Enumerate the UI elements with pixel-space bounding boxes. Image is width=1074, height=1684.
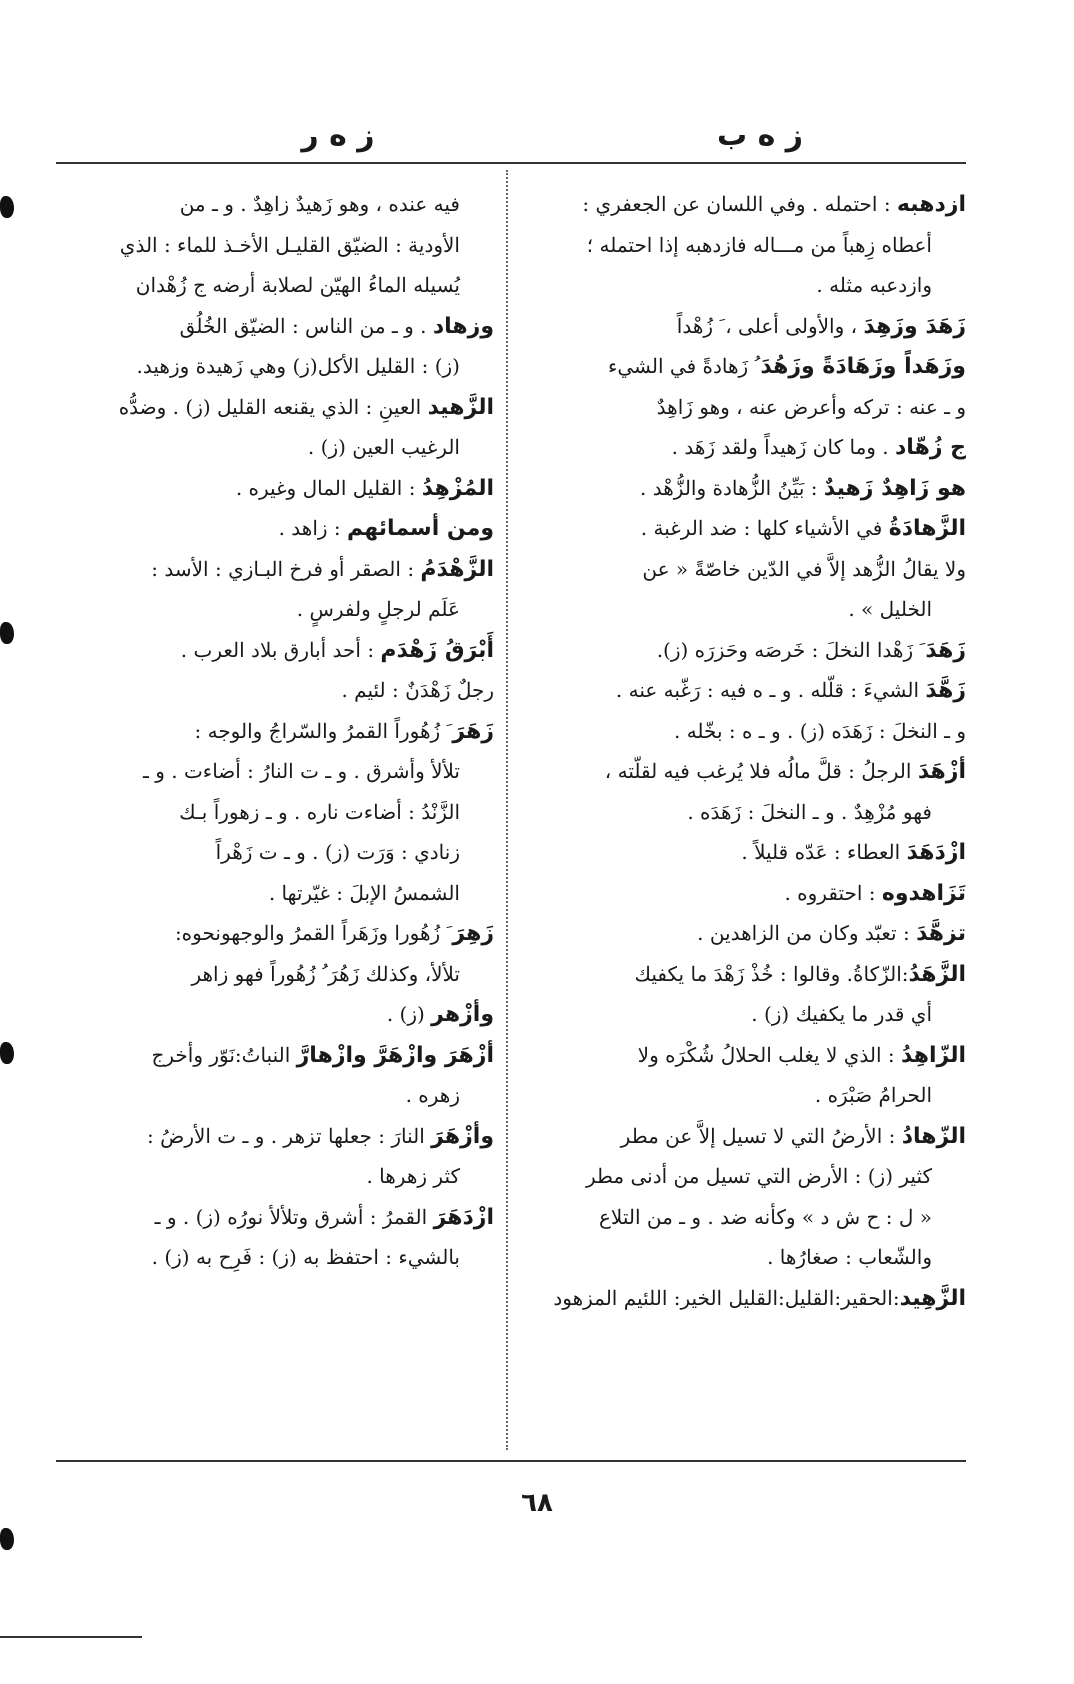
entry-line bbox=[520, 792, 966, 833]
entry-line bbox=[60, 832, 494, 873]
definition-text: الحرامُ صَبْرَه . bbox=[814, 1083, 932, 1107]
definition-text: فهو مُزْهِدٌ . و ـ النخلَ : زَهَدَه . bbox=[687, 799, 932, 824]
headword: الزّاهِدُ bbox=[901, 1042, 966, 1068]
entry-line bbox=[520, 1156, 966, 1197]
entry-line bbox=[60, 184, 494, 225]
headword: تزهَّدَ bbox=[916, 921, 966, 946]
entry-line bbox=[60, 1156, 494, 1197]
definition-text: أي قدر ما يكفيك (ز) . bbox=[751, 1002, 932, 1026]
entry-line bbox=[60, 630, 494, 671]
headword: المُزْهِدُ bbox=[421, 475, 494, 501]
entry-line bbox=[520, 427, 966, 468]
definition-text: يُسيله الماءُ الهيّن لصلابة أرضه ج زُهْدان bbox=[135, 273, 460, 297]
entry-line bbox=[60, 1035, 494, 1076]
definition-text: النارَ : جعلها تزهر . و ـ ت الأرضُ : bbox=[147, 1123, 432, 1148]
entry-line bbox=[60, 1197, 494, 1238]
definition-text: رجلٌ زَهْدَنٌ : لئيم . bbox=[341, 678, 494, 702]
entry-line bbox=[520, 994, 966, 1035]
headword: ومن أسمائهم bbox=[347, 516, 494, 541]
definition-text: ولا يقالُ الزُّهد إلاَّ في الدّين خاصّةً « عن bbox=[642, 556, 966, 581]
definition-text: : زاهد . bbox=[278, 516, 348, 540]
entry-line bbox=[60, 751, 494, 792]
headword: وزَهَداً وزَهَادَةً وزَهُدَ bbox=[760, 354, 966, 379]
definition-text: . و ـ من الناس : الضيّق الخُلُق bbox=[179, 313, 433, 338]
definition-text: ُ زَهادةً في الشيء bbox=[607, 354, 761, 378]
entry-line bbox=[520, 225, 966, 266]
definition-text: بالشيء : احتفظ به (ز) : فَرِح به (ز) . bbox=[151, 1245, 460, 1269]
entry-line bbox=[60, 913, 494, 954]
entry-line bbox=[60, 873, 494, 914]
entry-line bbox=[60, 994, 494, 1035]
headword: زَهَرَ bbox=[452, 718, 494, 744]
definition-text: : أحد أبارق بلاد العرب . bbox=[180, 637, 381, 662]
entry-line bbox=[520, 873, 966, 914]
left-column bbox=[60, 184, 494, 1452]
definition-text: : احتقروه . bbox=[784, 880, 882, 905]
headword: أَبْرَقُ زَهْدَم bbox=[380, 637, 494, 663]
entry-line bbox=[60, 954, 494, 995]
entry-line bbox=[60, 508, 494, 549]
entry-line bbox=[520, 1278, 966, 1319]
entry-line bbox=[60, 589, 494, 630]
definition-text: : الصقر أو فرخ البـازي : الأسد : bbox=[151, 556, 421, 581]
headword: الزَّهْدَمُ bbox=[420, 556, 494, 582]
definition-text: الزَّنْدُ : أضاءت ناره . و ـ زهوراً بـك bbox=[179, 799, 460, 824]
entry-line bbox=[520, 265, 966, 306]
entry-line bbox=[60, 549, 494, 590]
entry-line bbox=[60, 468, 494, 509]
definition-text: : الأرضُ التي لا تسيل إلاَّ عن مطر bbox=[620, 1123, 902, 1148]
entry-line bbox=[520, 954, 966, 995]
entry-line bbox=[520, 711, 966, 752]
entry-line bbox=[520, 751, 966, 792]
definition-text: الشيءَ : قلّله . و ـ ه فيه : رَغّبه عنه . bbox=[615, 678, 926, 702]
definition-text: (ز) : القليل الأكل(ز) وهي زَهيدة وزهيد. bbox=[136, 354, 460, 378]
definition-text: : احتمله . وفي اللسان عن الجعفري : bbox=[582, 192, 897, 216]
entry-line bbox=[520, 184, 966, 225]
running-head-left: ز ه ر bbox=[301, 118, 375, 153]
entry-line bbox=[60, 1116, 494, 1157]
entry-line bbox=[60, 265, 494, 306]
entry-line bbox=[60, 1237, 494, 1278]
entry-line bbox=[520, 346, 966, 387]
definition-text: « ل : ح ش د » وكأنه ضد . و ـ من التلاع bbox=[598, 1204, 932, 1229]
definition-text: الرجلُ : قلَّ مالُه فلا يُرغب فيه لقلّته ، bbox=[604, 759, 918, 783]
entry-line bbox=[520, 468, 966, 509]
definition-text: : تعبّد وكان من الزاهدين . bbox=[697, 921, 917, 945]
headword: الزّهادُ bbox=[901, 1123, 966, 1149]
headword: تَزَاهدوه bbox=[881, 880, 966, 906]
headword: وزهاد bbox=[432, 313, 494, 339]
definition-text: : القليل المال وغيره . bbox=[235, 475, 422, 500]
headword: ازْدَهَرَ bbox=[433, 1204, 494, 1230]
definition-text: كثر زهرها . bbox=[366, 1164, 460, 1188]
headword: هو زَاهِدٌ زَهيدٌ bbox=[823, 475, 966, 501]
headword: زَهِرَ bbox=[452, 921, 494, 946]
margin-rule bbox=[0, 1636, 142, 1638]
entry-line bbox=[520, 1035, 966, 1076]
entry-line bbox=[60, 792, 494, 833]
entry-line bbox=[60, 427, 494, 468]
entry-line bbox=[60, 387, 494, 428]
headword: الزَّهَدُ bbox=[908, 961, 966, 987]
definition-text: و ـ عنه : تركه وأعرض عنه ، وهو زَاهِدٌ bbox=[656, 394, 966, 419]
definition-text: الأودية : الضيّق القليـل الأخـذ للماء : الذي bbox=[119, 232, 460, 257]
entry-line bbox=[520, 670, 966, 711]
entry-line bbox=[520, 387, 966, 428]
headword: وأزْهَرَ bbox=[431, 1123, 494, 1149]
headword: الزَّهادَةُ bbox=[888, 516, 966, 541]
page-number: ٦٨ bbox=[521, 1488, 553, 1518]
margin-mark bbox=[0, 1528, 14, 1550]
definition-text: تلألأ وأشرق . و ـ ت النارُ : أضاءت . و ـ bbox=[143, 759, 460, 783]
definition-text: والشّعاب : صغارُها . bbox=[767, 1245, 932, 1269]
definition-text: (ز) . bbox=[386, 1002, 432, 1026]
definition-text: ، والأولى أعلى ، َ زُهْداً bbox=[676, 313, 864, 338]
entry-line bbox=[60, 670, 494, 711]
definition-text: القمرُ : أشرق وتلألأ نورُه (ز) . و ـ bbox=[154, 1204, 434, 1229]
entry-line bbox=[520, 913, 966, 954]
definition-text: . وما كان زَهيداً ولقد زَهَد . bbox=[671, 435, 896, 459]
headword: ازْدَهَدَ bbox=[906, 840, 966, 865]
headword: زَهَدَ وزَهِدَ bbox=[863, 313, 966, 339]
entry-line bbox=[520, 1197, 966, 1238]
top-rule bbox=[56, 162, 966, 164]
definition-text: َ زُهُوراً القمرُ والسّراجُ والوجه : bbox=[194, 718, 453, 743]
definition-text: : الذي لا يغلب الحلالُ شُكْرَه ولا bbox=[637, 1042, 901, 1067]
entry-line bbox=[60, 711, 494, 752]
definition-text: النباتُ:نَوّر وأخرج bbox=[151, 1042, 297, 1067]
definition-text: كثير (ز) : الأرض التي تسيل من أدنى مطر bbox=[585, 1164, 932, 1188]
running-head-right: ز ه ب bbox=[716, 118, 803, 153]
headword: أزْهَدَ bbox=[917, 759, 966, 784]
definition-text: زنادي : وَرَت (ز) . و ـ ت زَهْراً bbox=[215, 840, 460, 864]
entry-line bbox=[60, 225, 494, 266]
headword: وأزْهر bbox=[431, 1002, 494, 1027]
definition-text: و ـ النخلَ : زَهَدَه (ز) . و ـ ه : بخّله . bbox=[673, 718, 966, 743]
headword: الزَّهِيد bbox=[899, 1285, 966, 1311]
entry-line bbox=[520, 630, 966, 671]
definition-text: زهره . bbox=[405, 1083, 460, 1107]
definition-text: َ زَهْدا النخلَ : خَرصَه وحَزرَه (ز). bbox=[656, 637, 926, 662]
definition-text: وازدعبه مثله . bbox=[816, 273, 932, 297]
entry-line bbox=[60, 306, 494, 347]
definition-text: عَلَم لرجلٍ ولفرسٍ . bbox=[296, 597, 460, 621]
definition-text: تلألأ، وكذلك زَهُرَ ُ زُهُوراً فهو زاهر bbox=[191, 961, 460, 986]
definition-text: :الزّكاةُ. وقالوا : خُذْ زَهْدَ ما يكفيك bbox=[634, 961, 909, 986]
margin-mark bbox=[0, 622, 14, 644]
definition-text: الرغيب العين (ز) . bbox=[307, 435, 460, 459]
headword: أزْهَرَ وازْهَرَّ وازْهارَّ bbox=[296, 1042, 494, 1068]
bottom-rule bbox=[56, 1460, 966, 1462]
headword: زَهَّدَ bbox=[925, 678, 966, 703]
entry-line bbox=[520, 1075, 966, 1116]
definition-text: العينِ : الذي يقنعه القليل (ز) . وضدُّه bbox=[118, 394, 428, 419]
entry-line bbox=[520, 832, 966, 873]
definition-text: العطاء : عَدّه قليلاً . bbox=[741, 840, 907, 864]
headword: ج زُهّاد bbox=[895, 435, 966, 460]
headword: زَهَدَ bbox=[925, 637, 966, 663]
entry-line bbox=[520, 306, 966, 347]
definition-text: الشمسُ الإبلَ : غيّرتها . bbox=[268, 880, 460, 905]
entry-line bbox=[520, 508, 966, 549]
definition-text: في الأشياء كلها : ضد الرغبة . bbox=[640, 516, 889, 540]
entry-line bbox=[520, 1116, 966, 1157]
definition-text: الخليل » . bbox=[848, 597, 932, 621]
definition-text: فيه عنده ، وهو زَهيدٌ زاهِدٌ . و ـ من bbox=[179, 192, 460, 216]
entry-line bbox=[520, 1237, 966, 1278]
margin-mark bbox=[0, 1042, 14, 1064]
definition-text: أعطاه زِهباً من مـــاله فازدهبه إذا احتمله ؛ bbox=[586, 232, 932, 257]
definition-text: :الحقير:القليل:القليل الخير: اللئيم المزهود bbox=[553, 1285, 900, 1310]
margin-mark bbox=[0, 196, 14, 218]
column-separator bbox=[506, 170, 508, 1450]
entry-line bbox=[520, 589, 966, 630]
right-column bbox=[520, 184, 966, 1452]
definition-text: َ زُهُورا وزَهَراً القمرُ والوجهونحوه: bbox=[174, 921, 453, 945]
entry-line bbox=[60, 346, 494, 387]
headword: الزَّهيد bbox=[427, 394, 494, 420]
definition-text: : بَيِّنُ الزُّهادة والزُّهْد . bbox=[640, 475, 824, 500]
entry-line bbox=[520, 549, 966, 590]
entry-line bbox=[60, 1075, 494, 1116]
headword: ازدهبه bbox=[896, 192, 966, 217]
